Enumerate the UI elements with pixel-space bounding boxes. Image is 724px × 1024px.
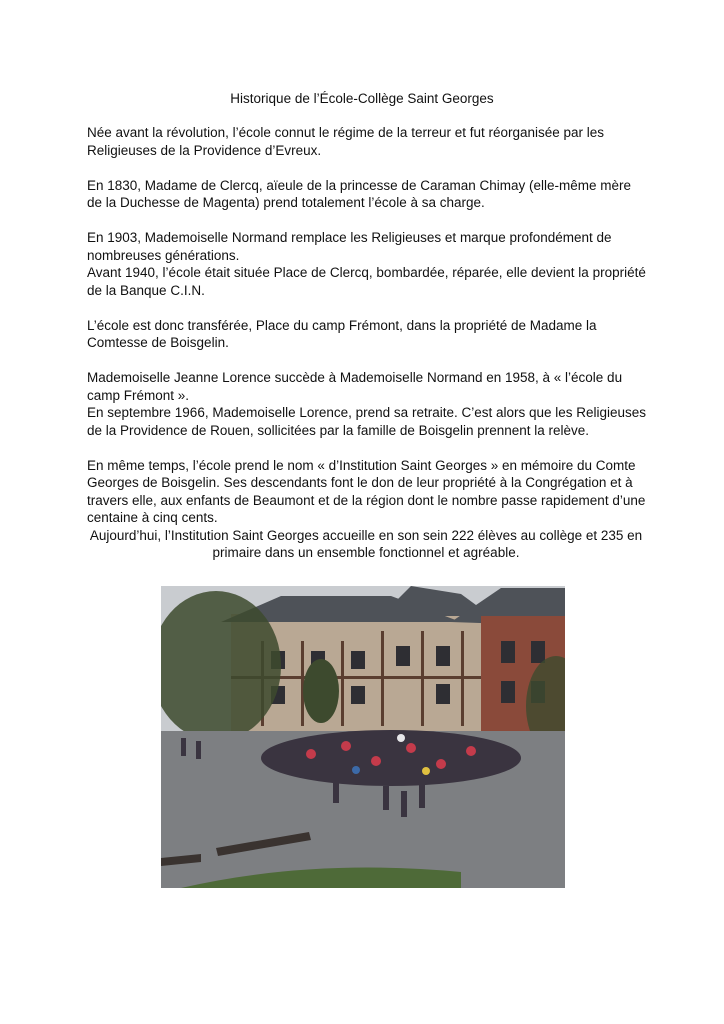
paragraph-institution [87, 457, 647, 562]
paragraph-1830: En 1830, Madame de Clercq, aïeule de la princesse de Caraman Chimay (elle-même mère de la Duchesse de Magenta) prend totalement l’école à sa charge. [87, 177, 632, 210]
paragraph-1903: En 1903, Mademoiselle Normand remplace les Religieuses et marque profondément de nombreuses générations. [87, 230, 612, 263]
paragraph-1958: Mademoiselle Jeanne Lorence succède à Mademoiselle Normand en 1958, à « l’école du camp Frémont ». [87, 370, 623, 403]
paragraph-1940: Avant 1940, l’école était située Place de Clercq, bombardée, réparée, elle devient la propriété de la Banque C.I.N. [87, 265, 646, 298]
school-courtyard-photo [161, 586, 565, 888]
document-body [87, 124, 647, 579]
tree-conifer [303, 659, 339, 723]
crowd-group [261, 730, 521, 786]
paragraph-1903-1940 [87, 229, 647, 299]
paragraph-transfer: L’école est donc transférée, Place du camp Frémont, dans la propriété de Madame la Comtesse de Boisgelin. [87, 317, 597, 350]
document-title: Historique de l’École-Collège Saint Georges [230, 91, 494, 106]
paragraph-1958-1966 [87, 369, 647, 439]
paragraph-1966: En septembre 1966, Mademoiselle Lorence, prend sa retraite. C’est alors que les Religieuses de la Providence de Rouen, sollicitées par la famille de Boisgelin prennent la relève. [87, 405, 647, 438]
school-photo-illustration [161, 586, 565, 888]
paragraph-today: Aujourd’hui, l’Institution Saint Georges accueille en son sein 222 élèves au collège et 235 en primaire dans un ensemble fonctionnel et agréable. [89, 527, 643, 560]
paragraph-origins: Née avant la révolution, l’école connut le régime de la terreur et fut réorganisée par les Religieuses de la Providence d’Evreux. [87, 125, 605, 158]
paragraph-name-change: En même temps, l’école prend le nom « d’Institution Saint Georges » en mémoire du Comte Georges de Boisgelin. Ses descendants font le don de leur propriété à la Congrégation et à travers elle, aux enfants de Beaumont et de la région dont le nombre passe rapidement d’une centaine à cinq cents. [87, 457, 646, 525]
